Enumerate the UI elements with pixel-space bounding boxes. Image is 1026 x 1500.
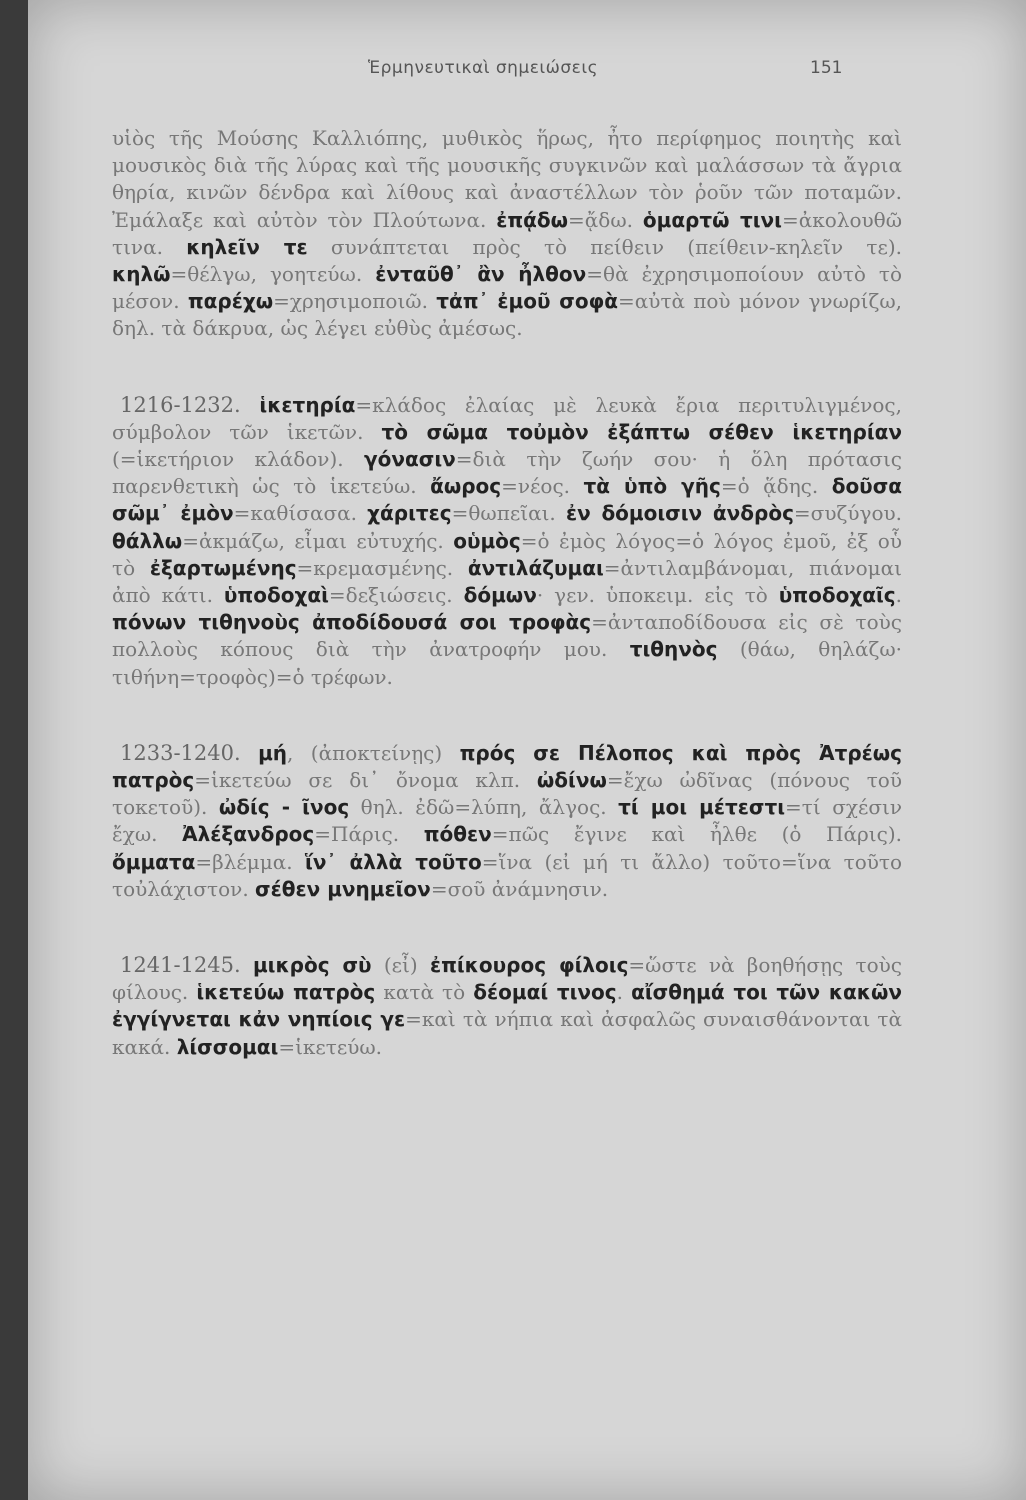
lemma: οὑμὸς bbox=[453, 528, 521, 553]
lemma: ἄωρος bbox=[430, 474, 502, 499]
lemma: μή bbox=[258, 740, 288, 765]
gloss-text: (θάω, θηλάζω· τιθήνη=τροφὸς)=ὁ τρέφων. bbox=[112, 637, 902, 689]
gloss-text: =ἀκολουθῶ τινα. bbox=[112, 207, 902, 259]
lemma: ὑποδοχαὶ bbox=[223, 583, 329, 608]
gloss-text: =ἀκμάζω, εἶμαι εὐτυχής. bbox=[182, 528, 454, 553]
gloss-text: =ἀνταποδίδουσα εἰς σὲ τοὺς πολλοὺς κόπους διὰ τὴν ἀνατροφήν μου. bbox=[112, 610, 902, 662]
gloss-text: =δεξιώσεις. bbox=[328, 583, 464, 608]
gloss-text: συνάπτεται πρὸς τὸ πείθειν (πείθειν-κηλεῖν τε). bbox=[307, 234, 902, 259]
gloss-text: =αὐτὰ ποὺ μόνον γνωρίζω, δηλ. τὰ δάκρυα, ὡς λέγει εὐθὺς ἀμέσως. bbox=[112, 289, 902, 341]
gloss-text: θηλ. ἐδῶ=λύπη, ἄλγος. bbox=[349, 795, 619, 820]
gloss-text: =θὰ ἐχρησιμοποίουν αὐτὸ τὸ μέσον. bbox=[112, 262, 903, 314]
gloss-text: · γεν. ὑποκειμ. εἰς τὸ bbox=[536, 583, 779, 608]
gloss-text: =πῶς ἔγινε καὶ ἦλθε (ὁ Πάρις). bbox=[491, 822, 902, 847]
gloss-text: =βλέμμα. bbox=[195, 849, 306, 874]
gloss-text: =ὁ ἐμὸς λόγος=ὁ λόγος ἐμοῦ, ἐξ οὗ τὸ bbox=[112, 528, 903, 580]
gloss-text: =νέος. bbox=[501, 474, 584, 499]
gloss-text: =ἔχω ὠδῖνας (πόνους τοῦ τοκετοῦ). bbox=[112, 768, 902, 820]
lemma: πόθεν bbox=[423, 822, 492, 847]
gloss-text: (εἶ) bbox=[371, 953, 430, 978]
lemma: ὠδίνω bbox=[536, 768, 607, 793]
gloss-text: =συζύγου. bbox=[793, 501, 902, 526]
gloss-text: =κλάδος ἐλαίας μὲ λευκὰ ἔρια περιτυλιγμένος, σύμβολον τῶν ἱκετῶν. bbox=[112, 392, 902, 444]
lemma: μικρὸς σὺ bbox=[252, 953, 372, 978]
lemma: Ἀλέξανδρος bbox=[182, 822, 315, 847]
lemma: ἱκετηρία bbox=[259, 392, 356, 417]
gloss-text: =ᾄδω. bbox=[568, 207, 643, 232]
gloss-text: κατὰ τὸ bbox=[375, 980, 474, 1005]
gloss-text: =καθίσασα. bbox=[233, 501, 368, 526]
gloss-text: =ἵνα (εἰ μή τι ἄλλο) τοῦτο=ἵνα τοῦτο τοὐλάχιστον. bbox=[112, 849, 903, 901]
lemma: χάριτες bbox=[367, 501, 452, 526]
gloss-text: =σοῦ ἀνάμνησιν. bbox=[430, 876, 609, 901]
page-number: 151 bbox=[810, 58, 843, 78]
gloss-text: . bbox=[616, 980, 632, 1005]
lemma: ἵν᾽ ἀλλὰ τοῦτο bbox=[305, 849, 482, 874]
lemma: ἐξαρτωμένης bbox=[149, 555, 297, 580]
lemma: τιθηνὸς bbox=[629, 637, 718, 662]
gloss-text: =ἱκετεύω. bbox=[278, 1034, 383, 1059]
gloss-text: , (ἀποκτείνῃς) bbox=[287, 740, 460, 765]
lemma: παρέχω bbox=[187, 289, 274, 314]
gloss-text: . bbox=[895, 583, 902, 608]
lemma: τἀπ᾽ ἐμοῦ σοφὰ bbox=[436, 289, 619, 314]
lemma: ὄμματα bbox=[112, 849, 196, 874]
gloss-text: υἱὸς τῆς Μούσης Καλλιόπης, μυθικὸς ἥρως, ἦτο περίφημος ποιητὴς καὶ μουσικὸς διὰ τῆς λύρας καὶ τῆς μουσικῆς συγκινῶν καὶ μαλάσσων τὰ ἄγρια θηρία, κινῶν δένδρα καὶ λίθους καὶ ἀναστέλλων τὸν ῥοῦν τῶν ποταμῶν. Ἐμάλαξε καὶ αὐτὸν τὸν Πλούτωνα. bbox=[112, 126, 902, 232]
lemma: πόνων τιθηνοὺς ἀποδίδουσά σοι τροφὰς bbox=[112, 610, 592, 635]
verse-range: 1241-1245. bbox=[120, 953, 241, 978]
gloss-text: (=ἱκετήριον κλάδον). bbox=[112, 447, 365, 472]
lemma: ἱκετεύω πατρὸς bbox=[196, 980, 376, 1005]
lemma: ὁμαρτῶ τινι bbox=[642, 207, 782, 232]
commentary-body bbox=[112, 125, 902, 1110]
gloss-text bbox=[241, 741, 258, 765]
gloss-text: =θέλγω, γοητεύω. bbox=[170, 262, 376, 287]
lemma: αἴσθημά τοι τῶν κακῶν ἐγγίγνεται κἀν νηπίοις γε bbox=[112, 980, 902, 1032]
commentary-paragraph bbox=[112, 952, 902, 1061]
lemma: δέομαί τινος bbox=[473, 980, 617, 1005]
gloss-text bbox=[241, 953, 253, 977]
commentary-paragraph bbox=[112, 392, 902, 691]
gloss-text: =Πάρις. bbox=[314, 822, 424, 847]
lemma: ἐπᾴδω bbox=[496, 207, 569, 232]
gloss-text: =καὶ τὰ νήπια καὶ ἀσφαλῶς συναισθάνονται τὰ κακά. bbox=[112, 1007, 902, 1059]
lemma: ἀντιλάζυμαι bbox=[467, 555, 604, 580]
verse-range: 1233-1240. bbox=[120, 740, 241, 765]
lemma: πρός σε Πέλοπος καὶ πρὸς Ἀτρέως πατρὸς bbox=[112, 740, 903, 793]
gloss-text: =ὥστε νὰ βοηθήσῃς τοὺς φίλους. bbox=[112, 953, 902, 1005]
lemma: τὸ σῶμα τοὐμὸν ἐξάπτω σέθεν ἱκετηρίαν bbox=[381, 419, 903, 444]
lemma: δοῦσα σῶμ᾽ ἐμὸν bbox=[112, 474, 903, 526]
lemma: ὠδίς - ῖνος bbox=[218, 795, 350, 820]
lemma: τί μοι μέτεστι bbox=[618, 795, 786, 820]
book-page bbox=[28, 0, 1026, 1500]
gloss-text: =ὁ ᾅδης. bbox=[720, 474, 832, 499]
lemma: δόμων bbox=[463, 583, 537, 608]
gloss-text bbox=[241, 393, 260, 417]
lemma: θάλλω bbox=[112, 528, 183, 553]
gloss-text: =τί σχέσιν ἔχω. bbox=[112, 795, 902, 847]
lemma: ἐπίκουρος φίλοις bbox=[429, 953, 629, 978]
gloss-text: =ἀντιλαμβάνομαι, πιάνομαι ἀπὸ κάτι. bbox=[112, 555, 903, 608]
lemma: γόνασιν bbox=[364, 447, 456, 472]
running-title: Ἑρμηνευτικαὶ σημειώσεις bbox=[368, 58, 599, 78]
lemma: κηλῶ bbox=[112, 262, 171, 287]
lemma: σέθεν μνημεῖον bbox=[255, 876, 431, 901]
commentary-paragraph bbox=[112, 125, 902, 343]
gloss-text: =χρησιμοποιῶ. bbox=[273, 289, 437, 314]
lemma: ἐν δόμοισιν ἀνδρὸς bbox=[565, 501, 794, 526]
gloss-text: =θωπεῖαι. bbox=[451, 501, 566, 526]
lemma: λίσσομαι bbox=[176, 1034, 279, 1059]
lemma: ὑποδοχαῖς bbox=[778, 583, 896, 608]
lemma: κηλεῖν τε bbox=[186, 234, 308, 259]
page-header bbox=[28, 58, 1026, 88]
lemma: ἐνταῦθ᾽ ἂν ἦλθον bbox=[375, 262, 587, 287]
gloss-text: =ἱκετεύω σε δι᾽ ὄνομα κλπ. bbox=[194, 768, 537, 793]
gloss-text: =διὰ τὴν ζωήν σου· ἡ ὅλη πρότασις παρενθετικὴ ὡς τὸ ἱκετεύω. bbox=[112, 447, 902, 499]
lemma: τὰ ὑπὸ γῆς bbox=[583, 474, 721, 499]
commentary-paragraph bbox=[112, 740, 902, 903]
gloss-text: =κρεμασμένης. bbox=[296, 555, 468, 580]
verse-range: 1216-1232. bbox=[120, 392, 241, 417]
